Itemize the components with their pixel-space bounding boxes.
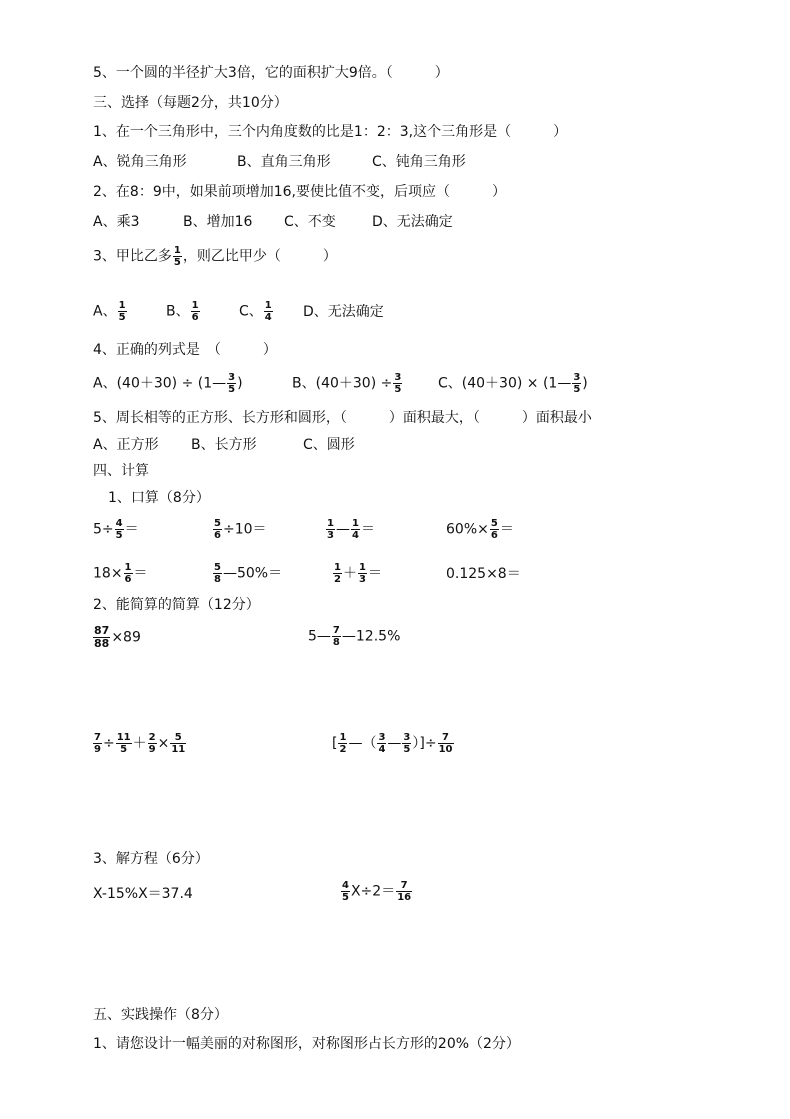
- text-segment: —50%＝: [222, 565, 283, 582]
- text-segment: ＋: [342, 565, 357, 582]
- text-segment: —（: [348, 735, 377, 752]
- q4-question: 4、正确的列式是 （ ）: [93, 342, 277, 358]
- denominator: 5: [403, 744, 411, 755]
- numerator: 1: [339, 732, 347, 743]
- numerator: 5: [214, 518, 221, 529]
- numerator: 1: [358, 562, 366, 573]
- text-segment: ＝: [499, 521, 514, 538]
- denominator: 4: [378, 744, 386, 755]
- q1-question: 1、在一个三角形中，三个内角度数的比是1：2：3,这个三角形是（ ）: [93, 124, 568, 140]
- q3-option-c: [239, 300, 274, 323]
- numerator: 3: [378, 732, 386, 743]
- q2-option-a: A、乘3: [93, 214, 140, 230]
- simplify-expr-4: [332, 732, 455, 755]
- fraction: [438, 732, 454, 755]
- q3-fraction: [173, 245, 182, 268]
- denominator: 5: [120, 744, 128, 755]
- equation-1: X-15%X＝37.4: [93, 886, 193, 902]
- denominator: 10: [438, 744, 453, 755]
- numerator: 4: [342, 880, 349, 891]
- oral-calc-title: 1、口算（8分）: [108, 490, 210, 506]
- simplify-title: 2、能简算的简算（12分）: [93, 597, 260, 613]
- q3-option-d: D、无法确定: [303, 304, 384, 320]
- fraction: [170, 732, 186, 755]
- text-segment: ＝: [367, 565, 382, 582]
- denominator: 6: [214, 530, 221, 541]
- q2-option-c: C、不变: [284, 214, 336, 230]
- equations-title: 3、解方程（6分）: [93, 851, 209, 867]
- simplify-expr-2: [308, 625, 400, 648]
- text-segment: ＝: [124, 521, 139, 538]
- q2-question: 2、在8：9中，如果前项增加16,要使比值不变，后项应（ ）: [93, 184, 506, 200]
- numerator: 5: [490, 518, 498, 529]
- numerator: 7: [94, 732, 101, 743]
- simplify-expr-1: [92, 625, 141, 650]
- practice-question-1: 1、请您设计一幅美丽的对称图形，对称图形占长方形的20%（2分）: [93, 1036, 520, 1052]
- section-3-title: 三、选择（每题2分，共10分）: [93, 95, 288, 111]
- text-segment: ＝: [360, 521, 375, 538]
- numerator: 3: [228, 372, 236, 383]
- fraction: [227, 372, 236, 395]
- q1-option-c: C、钝角三角形: [372, 154, 466, 170]
- text-segment: ＝: [133, 565, 148, 582]
- denominator: 5: [342, 892, 349, 903]
- fraction: [116, 732, 132, 755]
- simplify-expr-3: [92, 732, 187, 755]
- q4-option-b: [292, 372, 403, 395]
- denominator: 2: [334, 574, 341, 585]
- numerator: 1: [191, 300, 199, 311]
- text-segment: ×89: [111, 629, 141, 646]
- q4-option-a: [93, 372, 243, 395]
- numerator: 1: [351, 518, 359, 529]
- part2-item-5: 5、一个圆的半径扩大3倍，它的面积扩大9倍。（ ）: [93, 65, 449, 81]
- q3-option-a-fraction: [118, 300, 127, 323]
- q1-option-b: B、直角三角形: [237, 154, 331, 170]
- numerator: 1: [118, 300, 126, 311]
- oral-r2c3: [332, 562, 382, 585]
- fraction: [351, 518, 360, 541]
- fraction: [402, 732, 411, 755]
- fraction: [396, 880, 412, 903]
- denominator: 4: [264, 312, 272, 323]
- q5-question: 5、周长相等的正方形、长方形和圆形，（ ）面积最大，（ ）面积最小: [93, 410, 592, 426]
- text-segment: A、(40＋30) ÷ (1—: [93, 375, 227, 392]
- denominator: 3: [358, 574, 366, 585]
- q3-question: [93, 245, 337, 268]
- denominator: 5: [115, 530, 123, 541]
- text-segment: X÷2＝: [350, 883, 396, 900]
- denominator: 9: [94, 744, 101, 755]
- fraction: [326, 518, 335, 541]
- denominator: 11: [171, 744, 186, 755]
- text-segment: B、: [166, 303, 190, 320]
- q3-option-b-fraction: [191, 300, 200, 323]
- fraction: [572, 372, 581, 395]
- q3-option-b: [166, 300, 201, 323]
- fraction: [333, 562, 342, 585]
- numerator: 87: [94, 624, 110, 637]
- denominator: 5: [573, 384, 581, 395]
- numerator: 7: [438, 732, 454, 744]
- denominator: 5: [394, 384, 402, 395]
- denominator: 6: [490, 530, 498, 541]
- fraction: [93, 625, 110, 650]
- denominator: 8: [332, 637, 340, 648]
- q1-option-a: A、锐角三角形: [93, 154, 187, 170]
- section-4-title: 四、计算: [93, 463, 149, 479]
- section-5-title: 五、实践操作（8分）: [93, 1007, 228, 1023]
- fraction: [377, 732, 386, 755]
- fraction: [148, 732, 157, 755]
- numerator: 1: [327, 518, 334, 529]
- text-segment: C、: [239, 303, 263, 320]
- denominator: 88: [94, 637, 110, 650]
- text-segment: 5—: [308, 628, 331, 645]
- q2-option-b: B、增加16: [183, 214, 253, 230]
- numerator: 3: [394, 372, 402, 383]
- q5-option-c: C、圆形: [303, 437, 355, 453]
- text-segment: ＋: [132, 735, 147, 752]
- text-segment: ×: [157, 735, 170, 752]
- denominator: 5: [173, 257, 181, 268]
- numerator: 11: [116, 732, 131, 743]
- denominator: 5: [228, 384, 236, 395]
- text-segment: ): [237, 375, 243, 392]
- numerator: 3: [403, 732, 411, 743]
- text-segment: ÷: [102, 735, 115, 752]
- numerator: 1: [334, 562, 341, 573]
- q3-option-c-fraction: [264, 300, 273, 323]
- oral-r1c1: [93, 518, 139, 541]
- numerator: 1: [264, 300, 272, 311]
- text-segment: B、(40＋30) ÷: [292, 375, 393, 392]
- text-segment: —: [387, 735, 402, 752]
- denominator: 3: [327, 530, 334, 541]
- denominator: 4: [351, 530, 359, 541]
- q5-option-a: A、正方形: [93, 437, 159, 453]
- denominator: 2: [339, 744, 347, 755]
- q2-option-d: D、无法确定: [372, 214, 453, 230]
- oral-r2c2: [212, 562, 282, 585]
- q3-option-a: [93, 300, 128, 323]
- text-segment: A、: [93, 303, 117, 320]
- fraction: [115, 518, 124, 541]
- equation-2: [340, 880, 413, 903]
- numerator: 5: [214, 562, 221, 573]
- fraction: [393, 372, 402, 395]
- text-segment: [: [332, 735, 338, 752]
- text-segment: ÷10＝: [222, 521, 267, 538]
- text-segment: ）]÷: [412, 735, 437, 752]
- fraction: [490, 518, 499, 541]
- fraction: [358, 562, 367, 585]
- denominator: 9: [148, 744, 156, 755]
- oral-r2c1: [93, 562, 148, 585]
- denominator: 5: [118, 312, 126, 323]
- numerator: 5: [170, 732, 186, 744]
- fraction: [124, 562, 133, 585]
- fraction: [213, 562, 222, 585]
- oral-r2c4: 0.125×8＝: [446, 566, 521, 582]
- text-segment: —: [335, 521, 350, 538]
- text-segment: ): [582, 375, 588, 392]
- text-segment: 60%×: [446, 521, 489, 538]
- fraction: [338, 732, 347, 755]
- numerator: 1: [124, 562, 132, 573]
- numerator: 7: [332, 625, 340, 636]
- fraction: [341, 880, 350, 903]
- fraction: [213, 518, 222, 541]
- denominator: 6: [124, 574, 132, 585]
- fraction: [93, 732, 102, 755]
- denominator: 16: [397, 892, 412, 903]
- denominator: 6: [191, 312, 199, 323]
- oral-r1c2: [212, 518, 267, 541]
- text-segment: —12.5%: [341, 628, 401, 645]
- numerator: 3: [573, 372, 581, 383]
- text-segment: 18×: [93, 565, 123, 582]
- oral-r1c4: [446, 518, 514, 541]
- numerator: 4: [115, 518, 123, 529]
- q3-suffix: ，则乙比甲少（ ）: [182, 248, 337, 265]
- q3-prefix: 3、甲比乙多: [93, 248, 172, 265]
- numerator: 7: [396, 880, 412, 892]
- oral-r1c3: [325, 518, 375, 541]
- numerator: 1: [173, 245, 181, 256]
- text-segment: C、(40＋30) × (1—: [438, 375, 572, 392]
- text-segment: 5÷: [93, 521, 114, 538]
- q4-option-c: [438, 372, 588, 395]
- q5-option-b: B、长方形: [191, 437, 257, 453]
- fraction: [332, 625, 341, 648]
- denominator: 8: [214, 574, 221, 585]
- numerator: 2: [148, 732, 156, 743]
